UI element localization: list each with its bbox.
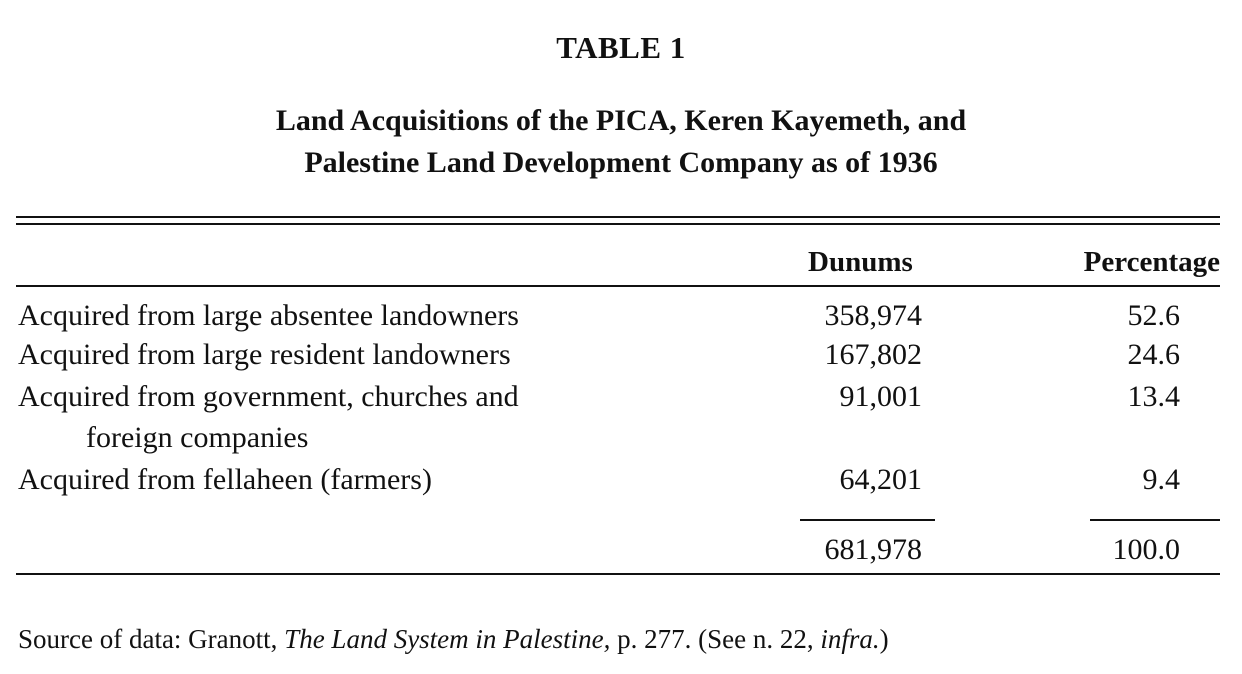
row-percentage-resident: 24.6 xyxy=(1127,338,1180,371)
column-header-dunums: Dunums xyxy=(808,246,913,278)
row-label-resident: Acquired from large resident landowners xyxy=(18,338,511,371)
row-label-government: Acquired from government, churches and xyxy=(18,380,519,413)
source-middle: p. 277. (See n. 22, xyxy=(610,624,821,654)
row-percentage-fellaheen: 9.4 xyxy=(1142,463,1180,496)
row-label-government-continued: foreign companies xyxy=(86,421,309,454)
top-rule-2 xyxy=(16,223,1220,225)
header-rule xyxy=(16,285,1220,287)
table-title xyxy=(0,100,1242,184)
row-percentage-absentee: 52.6 xyxy=(1127,299,1180,332)
row-percentage-government: 13.4 xyxy=(1127,380,1180,413)
table-label: TABLE 1 xyxy=(556,30,686,65)
total-dunums: 681,978 xyxy=(824,533,922,566)
row-dunums-fellaheen: 64,201 xyxy=(839,463,922,496)
top-rule-1 xyxy=(16,216,1220,218)
column-header-percentage: Percentage xyxy=(1083,246,1220,278)
bottom-rule xyxy=(16,573,1220,575)
row-dunums-resident: 167,802 xyxy=(824,338,922,371)
row-label-fellaheen: Acquired from fellaheen (farmers) xyxy=(18,463,432,496)
row-dunums-absentee: 358,974 xyxy=(824,299,922,332)
total-rule-percentage xyxy=(1090,519,1220,521)
source-book-title: The Land System in Palestine, xyxy=(284,624,611,654)
source-suffix: ) xyxy=(879,624,889,654)
source-prefix: Source of data: Granott, xyxy=(18,624,285,654)
total-percentage: 100.0 xyxy=(1112,533,1180,566)
table-title-line-1: Land Acquisitions of the PICA, Keren Kayemeth, and xyxy=(275,104,967,137)
row-label-absentee: Acquired from large absentee landowners xyxy=(18,299,519,332)
total-rule-dunums xyxy=(800,519,935,521)
row-dunums-government: 91,001 xyxy=(839,380,922,413)
source-infra: infra. xyxy=(820,624,880,654)
table-title-line-2: Palestine Land Development Company as of 1936 xyxy=(304,146,938,179)
source-note xyxy=(18,624,889,655)
